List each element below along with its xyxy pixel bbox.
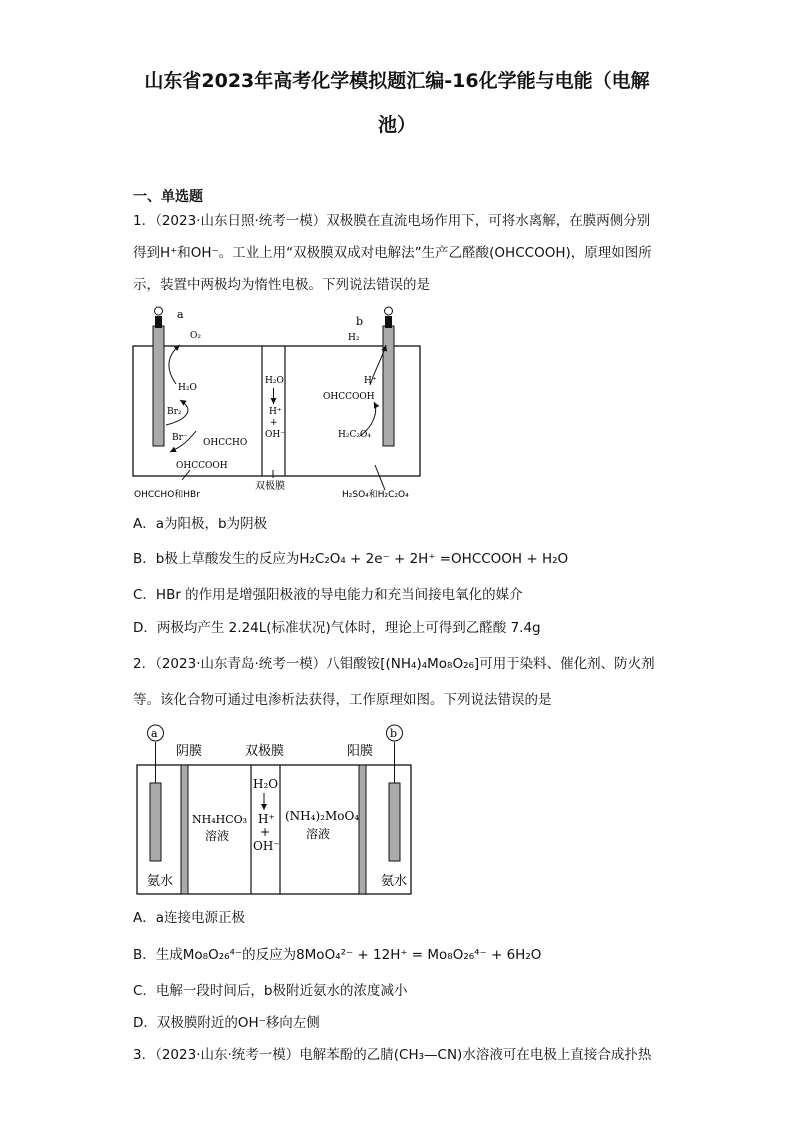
q2-label-solution2: 溶液 [306, 827, 331, 841]
q2-label-nh4moo4: (NH₄)₂MoO₄ [285, 809, 360, 823]
q1-electrode-a [153, 326, 164, 446]
q2-membrane-h: H⁺ [258, 812, 275, 826]
q2-label-ammonia-right: 氨水 [381, 874, 408, 889]
q1-label-left-solution: OHCCHO和HBr [134, 490, 200, 500]
q2-membrane-oh: OH⁻ [253, 839, 280, 853]
q1-label-ohccooh-left: OHCCOOH [176, 461, 228, 471]
q1-label-br-minus: Br⁻ [172, 433, 188, 443]
q2-option-b: B．生成Mo₈O₂₆⁴⁻的反应为8MoO₄²⁻ + 12H⁺ = Mo₈O₂₆⁴⁻ + 6H₂O [133, 947, 542, 963]
q2-label-a: a [151, 727, 158, 740]
q2-label-bipolar-membrane: 双极膜 [245, 744, 285, 759]
section-heading: 一、单选题 [133, 189, 203, 205]
q2-label-solution1: 溶液 [205, 829, 230, 843]
q2-anion-membrane [181, 765, 188, 894]
q1-stem-line2: 得到H⁺和OH⁻。工业上用“双极膜双成对电解法”生产乙醛酸(OHCCOOH)，原理如图所 [133, 245, 652, 261]
q2-stem-line2: 等。该化合物可通过电渗析法获得，工作原理如图。下列说法错误的是 [133, 692, 552, 708]
q1-label-b: b [356, 315, 364, 328]
q2-membrane-h2o: H₂O [253, 777, 279, 791]
q3-stem-line1: 3．（2023·山东·统考一模）电解苯酚的乙腈(CH₃—CN)水溶液可在电极上直接合成扑热 [133, 1047, 652, 1063]
q1-stem-line1: 1．（2023·山东日照·统考一模）双极膜在直流电场作用下，可将水离解，在膜两侧分别 [133, 213, 651, 229]
q1-electrolysis-diagram [0, 300, 794, 520]
q2-option-a: A．a连接电源正极 [133, 910, 246, 926]
q1-label-o2: O₂ [190, 331, 201, 341]
q1-label-h-plus: H⁺ [364, 376, 377, 386]
q1-label-a: a [177, 308, 184, 321]
q2-option-c: C．电解一段时间后，b极附近氨水的浓度减小 [133, 983, 408, 999]
q1-membrane-label: 双极膜 [255, 481, 285, 492]
q1-label-h2o-left: H₂O [178, 383, 197, 393]
q1-membrane-h: H⁺ [269, 407, 282, 417]
document-title-line2: 池） [377, 114, 416, 136]
q1-option-d: D．两极均产生 2.24L(标准状况)气体时，理论上可得到乙醛酸 7.4g [133, 620, 541, 636]
q1-label-br2: Br₂ [167, 407, 182, 417]
q2-label-ammonia-left: 氨水 [147, 874, 174, 889]
q2-label-cathode-membrane: 阴膜 [176, 744, 203, 759]
q2-electrode-a [150, 783, 161, 861]
q2-option-d: D．双极膜附近的OH⁻移向左侧 [133, 1015, 320, 1031]
document-title-line1: 山东省2023年高考化学模拟题汇编-16化学能与电能（电解 [144, 70, 650, 92]
q2-label-anode-membrane: 阳膜 [347, 744, 374, 759]
q1-option-a: A．a为阳极，b为阴极 [133, 516, 268, 532]
q2-cation-membrane [359, 765, 366, 894]
q2-electrodialysis-diagram [0, 718, 794, 903]
q1-membrane-oh: OH⁻ [265, 430, 285, 440]
q1-electrode-b [383, 326, 394, 446]
q2-stem-line1: 2．（2023·山东青岛·统考一模）八钼酸铵[(NH₄)₄Mo₈O₂₆]可用于染料、催化剂、防火剂 [133, 656, 655, 672]
q1-stem-line3: 示，装置中两极均为惰性电极。下列说法错误的是 [133, 277, 430, 293]
q2-membrane-plus: + [260, 825, 271, 839]
q1-membrane-plus: + [270, 418, 278, 428]
q2-label-nh4hco3: NH₄HCO₃ [192, 813, 248, 826]
q1-label-h2c2o4: H₂C₂O₄ [338, 430, 371, 440]
q1-label-ohccho: OHCCHO [203, 438, 248, 448]
q1-option-b: B．b极上草酸发生的反应为H₂C₂O₄ + 2e⁻ + 2H⁺ =OHCCOOH + H₂O [133, 551, 569, 567]
q2-label-b: b [390, 727, 398, 740]
q1-option-c: C．HBr 的作用是增强阳极液的导电能力和充当间接电氧化的媒介 [133, 587, 523, 603]
q1-label-h2: H₂ [348, 333, 360, 343]
q1-label-right-solution: H₂SO₄和H₂C₂O₄ [342, 490, 409, 500]
q1-membrane-h2o: H₂O [265, 376, 284, 386]
q1-label-ohccooh-right: OHCCOOH [323, 392, 375, 402]
q2-electrode-b [389, 783, 400, 861]
